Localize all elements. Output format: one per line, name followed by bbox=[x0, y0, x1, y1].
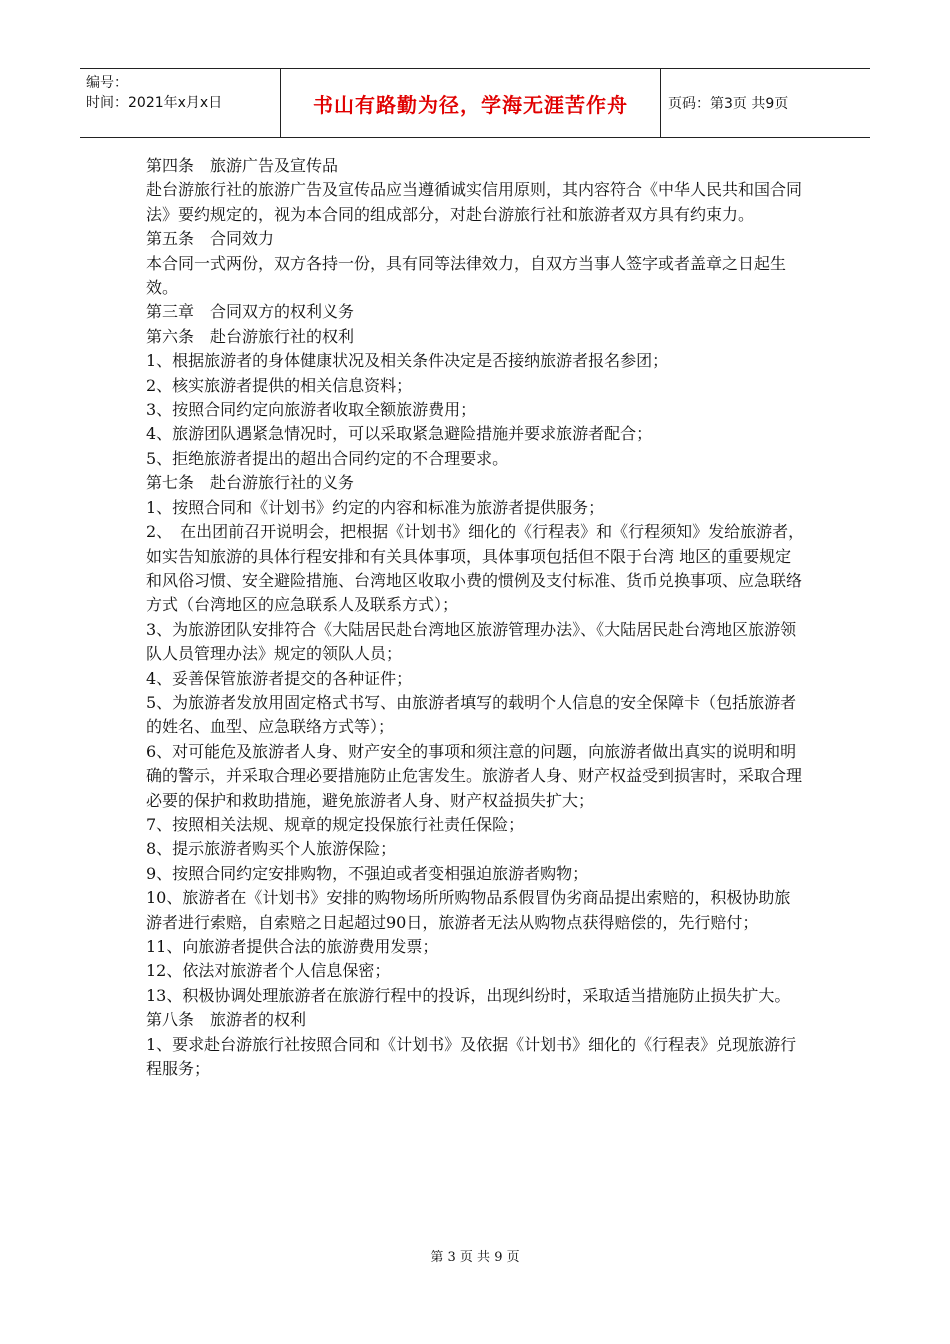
paragraph: 12、依法对旅游者个人信息保密； bbox=[146, 961, 391, 981]
paragraph: 第三章 合同双方的权利义务 bbox=[146, 302, 355, 322]
paragraph: 5、拒绝旅游者提出的超出合同约定的不合理要求。 bbox=[146, 448, 509, 468]
paragraph: 1、按照合同和《计划书》约定的内容和标准为旅游者提供服务； bbox=[146, 497, 605, 517]
paragraph: 第七条 赴台游旅行社的义务 bbox=[146, 473, 355, 493]
paragraph: 赴台游旅行社的旅游广告及宣传品应当遵循诚实信用原则，其内容符合《中华人民共和国合同法》要约规定的，视为本合同的组成部分，对赴台游旅行社和旅游者双方具有约束力。 bbox=[146, 180, 803, 224]
paragraph: 2、 在出团前召开说明会，把根据《计划书》细化的《行程表》和《行程须知》发给旅游者，如实告知旅游的具体行程安排和有关具体事项，具体事项包括但不限于台湾 地区的重要规定和风俗习惯、安全避险措施、台湾地区收取小费的惯例及支付标准、货币兑换事项、应急联络方式（台湾地区的应急联系人及联系方式）； bbox=[146, 522, 805, 615]
paragraph: 第四条 旅游广告及宣传品 bbox=[146, 156, 339, 175]
paragraph: 5、为旅游者发放用固定格式书写、由旅游者填写的载明个人信息的安全保障卡（包括旅游者的姓名、血型、应急联络方式等）； bbox=[146, 692, 797, 737]
paragraph: 4、妥善保管旅游者提交的各种证件； bbox=[146, 668, 413, 688]
paragraph: 9、按照合同约定安排购物，不强迫或者变相强迫旅游者购物； bbox=[146, 863, 589, 883]
paragraph: 8、提示旅游者购买个人旅游保险； bbox=[146, 839, 397, 859]
paragraph: 1、根据旅游者的身体健康状况及相关条件决定是否接纳旅游者报名参团； bbox=[146, 351, 669, 371]
paragraph: 第八条 旅游者的权利 bbox=[146, 1010, 307, 1030]
document-number-label: 编号： bbox=[86, 75, 128, 91]
paragraph: 11、向旅游者提供合法的旅游费用发票； bbox=[146, 937, 439, 956]
page-header bbox=[80, 68, 870, 138]
paragraph: 6、对可能危及旅游者人身、财产安全的事项和须注意的问题，向旅游者做出真实的说明和明确的警示，并采取合理必要措施防止危害发生。旅游者人身、财产权益受到损害时，采取合理必要的保护和救助措施，避免旅游者人身、财产权益损失扩大； bbox=[146, 741, 803, 810]
paragraph: 1、要求赴台游旅行社按照合同和《计划书》及依据《计划书》细化的《行程表》兑现旅游行程服务； bbox=[146, 1034, 797, 1079]
paragraph: 2、核实旅游者提供的相关信息资料； bbox=[146, 375, 413, 395]
document-date: 时间：2021年x月x日 bbox=[86, 95, 223, 111]
paragraph: 3、按照合同约定向旅游者收取全额旅游费用； bbox=[146, 400, 477, 420]
paragraph: 第五条 合同效力 bbox=[146, 229, 275, 249]
paragraph: 本合同一式两份，双方各持一份，具有同等法律效力，自双方当事人签字或者盖章之日起生效。 bbox=[146, 253, 787, 298]
header-motto: 书山有路勤为径，学海无涯苦作舟 bbox=[313, 92, 628, 117]
paragraph: 4、旅游团队遇紧急情况时，可以采取紧急避险措施并要求旅游者配合； bbox=[146, 424, 653, 444]
header-page-info: 页码：第3页 共9页 bbox=[668, 96, 789, 112]
paragraph: 13、积极协调处理旅游者在旅游行程中的投诉，出现纠纷时，采取适当措施防止损失扩大。 bbox=[146, 985, 791, 1005]
document-body bbox=[146, 154, 806, 1081]
header-divider bbox=[660, 69, 661, 137]
header-meta bbox=[86, 73, 286, 113]
paragraph: 10、旅游者在《计划书》安排的购物场所所购物品系假冒伪劣商品提出索赔的，积极协助旅游者进行索赔，自索赔之日起超过90日，旅游者无法从购物点获得赔偿的，先行赔付； bbox=[146, 888, 791, 932]
paragraph: 7、按照相关法规、规章的规定投保旅行社责任保险； bbox=[146, 814, 525, 834]
paragraph: 3、为旅游团队安排符合《大陆居民赴台湾地区旅游管理办法》、《大陆居民赴台湾地区旅游领队人员管理办法》规定的领队人员； bbox=[146, 619, 797, 664]
page-footer: 第 3 页 共 9 页 bbox=[430, 1250, 520, 1265]
paragraph: 第六条 赴台游旅行社的权利 bbox=[146, 326, 355, 346]
